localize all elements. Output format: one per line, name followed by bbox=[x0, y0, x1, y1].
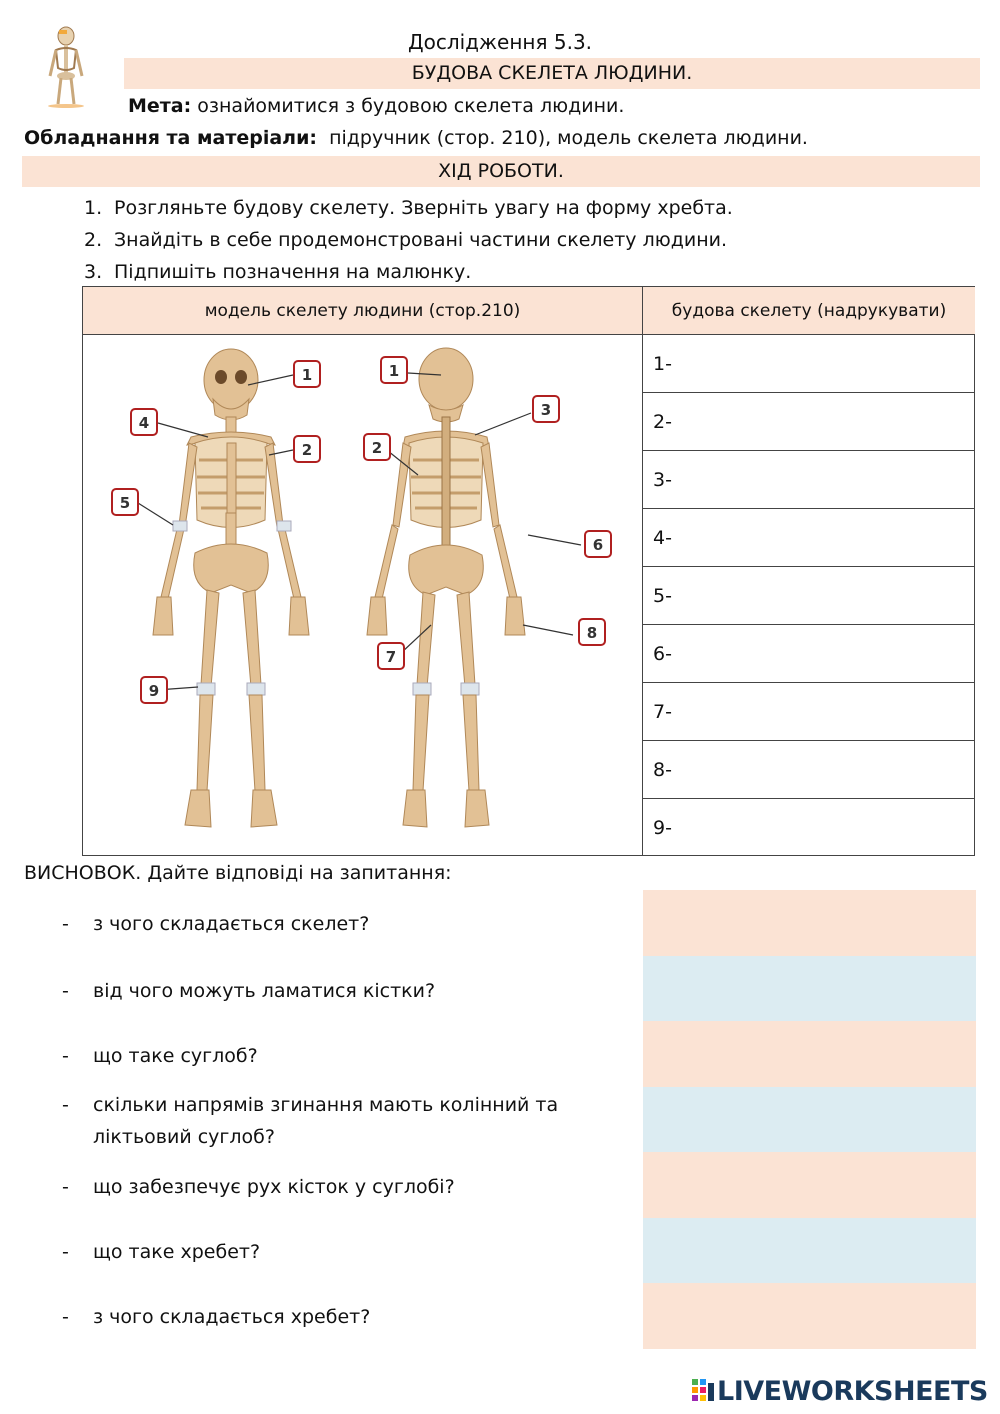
svg-text:2: 2 bbox=[301, 441, 313, 459]
svg-text:9: 9 bbox=[148, 682, 160, 700]
answer-row-4[interactable]: 4- bbox=[643, 509, 975, 567]
figure-label bbox=[381, 357, 407, 383]
question-item: - з чого складається скелет? bbox=[62, 913, 370, 935]
figure-label bbox=[294, 361, 320, 387]
answer-row-9[interactable]: 9- bbox=[653, 817, 672, 839]
step-item: 2. Знайдіть в себе продемонстровані частини скелету людини. bbox=[84, 229, 728, 251]
svg-text:3: 3 bbox=[540, 401, 552, 419]
svg-text:8: 8 bbox=[586, 624, 598, 642]
table-header-model: модель скелету людини (стор.210) bbox=[83, 287, 643, 335]
question-item: - що забезпечує рух кісток у суглобі? bbox=[62, 1176, 455, 1198]
liveworksheets-logo: LIVEWORKSHEETS bbox=[692, 1376, 988, 1407]
answer-row-8[interactable]: 8- bbox=[643, 741, 975, 799]
skeleton-figure-cell bbox=[83, 335, 643, 855]
answer-row-3[interactable]: 3- bbox=[643, 451, 975, 509]
equipment-line bbox=[24, 127, 808, 149]
worksheet-title-band: БУДОВА СКЕЛЕТА ЛЮДИНИ. bbox=[124, 58, 980, 89]
figure-label bbox=[364, 434, 390, 460]
goal-label: Мета: bbox=[128, 95, 192, 117]
goal-text: ознайомитися з будовою скелета людини. bbox=[197, 95, 625, 117]
answer-box-4[interactable] bbox=[643, 1087, 976, 1153]
page-title: Дослідження 5.3. bbox=[407, 30, 593, 54]
svg-text:7: 7 bbox=[385, 648, 397, 666]
question-item: - скільки напрямів згинання мають колінний та ліктьовий суглоб? bbox=[62, 1094, 559, 1148]
answer-box-2[interactable] bbox=[643, 956, 976, 1022]
question-item: - що таке суглоб? bbox=[62, 1045, 258, 1067]
question-item: - від чого можуть ламатися кістки? bbox=[62, 980, 436, 1002]
answer-row-5[interactable]: 5- bbox=[643, 567, 975, 625]
svg-text:1: 1 bbox=[388, 362, 400, 380]
figure-label bbox=[141, 677, 167, 703]
back-skeleton bbox=[367, 348, 525, 827]
figure-label bbox=[294, 436, 320, 462]
figure-label bbox=[112, 489, 138, 515]
equipment-text: підручник (стор. 210), модель скелета людини. bbox=[329, 127, 808, 149]
steps-list bbox=[84, 192, 733, 288]
answer-row-7[interactable]: 7- bbox=[643, 683, 975, 741]
figure-label bbox=[131, 409, 157, 435]
svg-text:1: 1 bbox=[301, 366, 313, 384]
question-item: - що таке хребет? bbox=[62, 1241, 261, 1263]
answer-row-2[interactable]: 2- bbox=[643, 393, 975, 451]
figure-label bbox=[378, 643, 404, 669]
skeleton-table bbox=[82, 286, 975, 856]
svg-text:6: 6 bbox=[592, 536, 604, 554]
conclusion-title: ВИСНОВОК. Дайте відповіді на запитання: bbox=[24, 862, 452, 884]
answer-box-6[interactable] bbox=[643, 1218, 976, 1284]
figure-label bbox=[579, 619, 605, 645]
goal-line bbox=[128, 95, 624, 117]
figure-label bbox=[533, 396, 559, 422]
front-skeleton bbox=[153, 349, 309, 827]
figure-label bbox=[585, 531, 611, 557]
svg-text:4: 4 bbox=[138, 414, 150, 432]
svg-text:2: 2 bbox=[371, 439, 383, 457]
step-item: 3. Підпишіть позначення на малюнку. bbox=[84, 261, 472, 283]
answer-box-3[interactable] bbox=[643, 1021, 976, 1087]
answer-box-5[interactable] bbox=[643, 1152, 976, 1218]
equipment-label: Обладнання та матеріали: bbox=[24, 127, 317, 149]
skeleton-diagram bbox=[83, 335, 641, 855]
answer-box-7[interactable] bbox=[643, 1283, 976, 1349]
answer-row-6[interactable]: 6- bbox=[643, 625, 975, 683]
answer-row-1[interactable]: 1- bbox=[643, 335, 975, 393]
question-item: - з чого складається хребет? bbox=[62, 1306, 371, 1328]
procedure-title-band: ХІД РОБОТИ. bbox=[22, 156, 980, 187]
answer-box-1[interactable] bbox=[643, 890, 976, 956]
table-header-structure: будова скелету (надрукувати) bbox=[643, 287, 975, 335]
liveworksheets-mark-icon bbox=[692, 1379, 714, 1403]
svg-text:5: 5 bbox=[119, 494, 131, 512]
step-item: 1. Розгляньте будову скелету. Зверніть увагу на форму хребта. bbox=[84, 197, 733, 219]
